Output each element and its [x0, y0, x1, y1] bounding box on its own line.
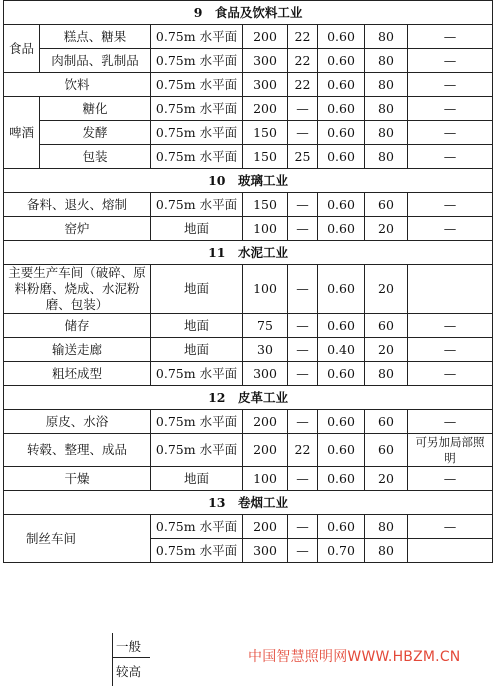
table-row	[4, 410, 493, 434]
table-row	[4, 25, 493, 49]
watermark: 中国智慧照明网WWW.HBZM.CN	[248, 649, 461, 665]
reference-plane: 地面	[151, 467, 243, 491]
ra-value: 80	[365, 49, 408, 73]
note-cell: —	[408, 515, 493, 539]
sub-label-hline	[112, 657, 150, 658]
note-cell: —	[408, 49, 493, 73]
uniformity-value: 0.60	[318, 145, 365, 169]
ra-value: 80	[365, 539, 408, 563]
table-row	[4, 49, 493, 73]
reference-plane: 0.75m 水平面	[151, 97, 243, 121]
ra-value: 20	[365, 265, 408, 314]
room-name: 包装	[40, 145, 151, 169]
group-label: 食品	[4, 25, 40, 73]
section-title: 13 卷烟工业	[4, 491, 493, 515]
ugr-value: 25	[288, 145, 318, 169]
table-row	[4, 217, 493, 241]
reference-plane: 地面	[151, 314, 243, 338]
room-name: 储存	[4, 314, 151, 338]
illuminance-value: 200	[243, 97, 288, 121]
ra-value: 60	[365, 410, 408, 434]
room-name: 窑炉	[4, 217, 151, 241]
ra-value: 80	[365, 515, 408, 539]
room-name: 干燥	[4, 467, 151, 491]
table-row	[4, 193, 493, 217]
uniformity-value: 0.60	[318, 410, 365, 434]
uniformity-value: 0.60	[318, 362, 365, 386]
note-cell: —	[408, 121, 493, 145]
group-label: 啤酒	[4, 97, 40, 169]
room-name: 原皮、水浴	[4, 410, 151, 434]
ra-value: 80	[365, 25, 408, 49]
reference-plane: 0.75m 水平面	[151, 73, 243, 97]
ugr-value: —	[288, 314, 318, 338]
note-cell: —	[408, 362, 493, 386]
reference-plane: 0.75m 水平面	[151, 145, 243, 169]
illuminance-value: 100	[243, 467, 288, 491]
illuminance-value: 30	[243, 338, 288, 362]
section-header-row	[4, 386, 493, 410]
table-row	[4, 265, 493, 314]
note-cell: 可另加局部照明	[408, 434, 493, 467]
section-title: 11 水泥工业	[4, 241, 493, 265]
uniformity-value: 0.70	[318, 539, 365, 563]
section-header-row	[4, 491, 493, 515]
ra-value: 20	[365, 217, 408, 241]
room-name: 备料、退火、熔制	[4, 193, 151, 217]
table-row	[4, 73, 493, 97]
table-row	[4, 515, 493, 539]
note-cell: —	[408, 193, 493, 217]
uniformity-value: 0.60	[318, 193, 365, 217]
uniformity-value: 0.60	[318, 217, 365, 241]
note-cell: —	[408, 314, 493, 338]
sub-label-divider	[112, 633, 113, 686]
uniformity-value: 0.60	[318, 25, 365, 49]
reference-plane: 0.75m 水平面	[151, 25, 243, 49]
reference-plane: 0.75m 水平面	[151, 49, 243, 73]
note-cell: —	[408, 145, 493, 169]
uniformity-value: 0.60	[318, 97, 365, 121]
illuminance-value: 200	[243, 410, 288, 434]
reference-plane: 0.75m 水平面	[151, 121, 243, 145]
uniformity-value: 0.60	[318, 467, 365, 491]
table-row	[4, 362, 493, 386]
lighting-standard-table	[3, 0, 493, 563]
reference-plane: 0.75m 水平面	[151, 410, 243, 434]
ra-value: 80	[365, 97, 408, 121]
section-title: 12 皮革工业	[4, 386, 493, 410]
note-cell: —	[408, 97, 493, 121]
ra-value: 60	[365, 314, 408, 338]
reference-plane: 地面	[151, 265, 243, 314]
group-label: 制丝车间	[4, 515, 151, 563]
ra-value: 80	[365, 73, 408, 97]
table-row	[4, 97, 493, 121]
ugr-value: —	[288, 338, 318, 362]
uniformity-value: 0.60	[318, 49, 365, 73]
illuminance-value: 300	[243, 539, 288, 563]
ugr-value: —	[288, 97, 318, 121]
illuminance-value: 75	[243, 314, 288, 338]
table-row	[4, 314, 493, 338]
sub-label-general: 一般	[116, 639, 142, 654]
section-title: 10 玻璃工业	[4, 169, 493, 193]
uniformity-value: 0.60	[318, 265, 365, 314]
room-name: 糕点、糖果	[40, 25, 151, 49]
illuminance-value: 150	[243, 193, 288, 217]
ugr-value: 22	[288, 434, 318, 467]
note-cell: —	[408, 338, 493, 362]
uniformity-value: 0.40	[318, 338, 365, 362]
note-cell	[408, 539, 493, 563]
room-name: 糖化	[40, 97, 151, 121]
note-cell: —	[408, 217, 493, 241]
table-row	[4, 434, 493, 467]
illuminance-value: 300	[243, 362, 288, 386]
reference-plane: 地面	[151, 217, 243, 241]
reference-plane: 0.75m 水平面	[151, 362, 243, 386]
room-name: 转毂、整理、成品	[4, 434, 151, 467]
reference-plane: 0.75m 水平面	[151, 193, 243, 217]
reference-plane: 0.75m 水平面	[151, 434, 243, 467]
section-header-row	[4, 241, 493, 265]
ra-value: 60	[365, 193, 408, 217]
uniformity-value: 0.60	[318, 121, 365, 145]
uniformity-value: 0.60	[318, 434, 365, 467]
illuminance-value: 300	[243, 49, 288, 73]
room-name: 主要生产车间（破碎、原料粉磨、烧成、水泥粉磨、包装）	[4, 265, 151, 314]
ra-value: 60	[365, 434, 408, 467]
note-cell: —	[408, 467, 493, 491]
ugr-value: 22	[288, 25, 318, 49]
ugr-value: 22	[288, 73, 318, 97]
ugr-value: 22	[288, 49, 318, 73]
ugr-value: —	[288, 362, 318, 386]
section-header-row	[4, 169, 493, 193]
ra-value: 20	[365, 338, 408, 362]
note-cell: —	[408, 73, 493, 97]
ugr-value: —	[288, 265, 318, 314]
room-name: 肉制品、乳制品	[40, 49, 151, 73]
illuminance-value: 200	[243, 434, 288, 467]
illuminance-value: 150	[243, 145, 288, 169]
illuminance-value: 150	[243, 121, 288, 145]
ugr-value: —	[288, 121, 318, 145]
section-title: 9 食品及饮料工业	[4, 1, 493, 25]
reference-plane: 0.75m 水平面	[151, 539, 243, 563]
note-cell	[408, 265, 493, 314]
room-name: 输送走廊	[4, 338, 151, 362]
sub-label-higher: 较高	[116, 664, 142, 679]
ra-value: 20	[365, 467, 408, 491]
illuminance-value: 100	[243, 217, 288, 241]
ra-value: 80	[365, 121, 408, 145]
ugr-value: —	[288, 515, 318, 539]
uniformity-value: 0.60	[318, 314, 365, 338]
reference-plane: 0.75m 水平面	[151, 515, 243, 539]
illuminance-value: 100	[243, 265, 288, 314]
table-row	[4, 467, 493, 491]
room-name: 发酵	[40, 121, 151, 145]
uniformity-value: 0.60	[318, 515, 365, 539]
section-header-row	[4, 1, 493, 25]
ugr-value: —	[288, 217, 318, 241]
ra-value: 80	[365, 145, 408, 169]
table-row	[4, 338, 493, 362]
ra-value: 80	[365, 362, 408, 386]
reference-plane: 地面	[151, 338, 243, 362]
illuminance-value: 200	[243, 25, 288, 49]
table-row	[4, 121, 493, 145]
note-cell: —	[408, 410, 493, 434]
illuminance-value: 200	[243, 515, 288, 539]
note-cell: —	[408, 25, 493, 49]
ugr-value: —	[288, 467, 318, 491]
ugr-value: —	[288, 193, 318, 217]
room-name: 饮料	[4, 73, 151, 97]
table-row	[4, 145, 493, 169]
ugr-value: —	[288, 539, 318, 563]
ugr-value: —	[288, 410, 318, 434]
uniformity-value: 0.60	[318, 73, 365, 97]
illuminance-value: 300	[243, 73, 288, 97]
room-name: 粗坯成型	[4, 362, 151, 386]
